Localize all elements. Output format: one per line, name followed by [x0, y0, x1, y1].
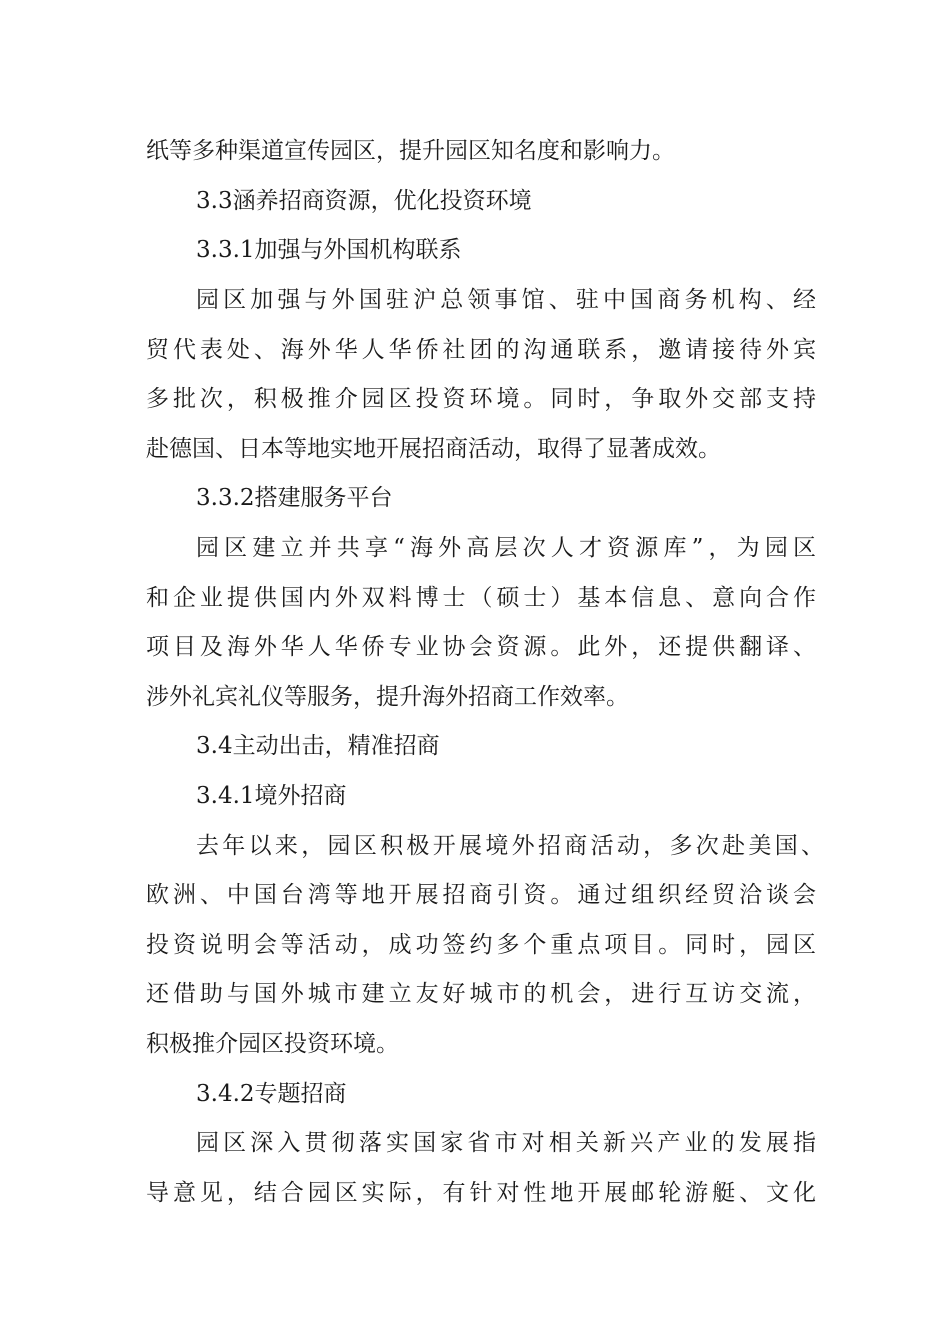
body-text-line: 赴德国、日本等地实地开展招商活动，取得了显著成效。: [146, 436, 721, 462]
subsection-heading: 3.4.1境外招商: [196, 783, 347, 809]
section-heading: 3.3涵养招商资源，优化投资环境: [196, 188, 532, 214]
body-text-line: 纸等多种渠道宣传园区，提升园区知名度和影响力。: [146, 138, 675, 164]
body-text-line: 和企业提供国内外双料博士（硕士）基本信息、意向合作: [146, 585, 816, 611]
body-text-line: 园区建立并共享“海外高层次人才资源库”，为园区: [196, 535, 816, 561]
body-text-line: 去年以来，园区积极开展境外招商活动，多次赴美国、: [196, 833, 824, 859]
subsection-heading: 3.3.1加强与外国机构联系: [196, 237, 462, 263]
subsection-heading: 3.3.2搭建服务平台: [196, 485, 393, 511]
body-text-line: 导意见，结合园区实际，有针对性地开展邮轮游艇、文化: [146, 1180, 816, 1206]
section-heading: 3.4主动出击，精准招商: [196, 733, 440, 759]
body-text-line: 投资说明会等活动，成功签约多个重点项目。同时，园区: [146, 932, 816, 958]
body-text-line: 多批次，积极推介园区投资环境。同时，争取外交部支持: [146, 386, 816, 412]
body-text-line: 还借助与国外城市建立友好城市的机会，进行互访交流，: [146, 981, 816, 1007]
body-text-line: 园区加强与外国驻沪总领事馆、驻中国商务机构、经: [196, 287, 816, 313]
body-text-line: 积极推介园区投资环境。: [146, 1031, 399, 1057]
body-text-line: 园区深入贯彻落实国家省市对相关新兴产业的发展指: [196, 1130, 816, 1156]
body-text-line: 贸代表处、海外华人华侨社团的沟通联系，邀请接待外宾: [146, 337, 816, 363]
body-text-line: 项目及海外华人华侨专业协会资源。此外，还提供翻译、: [146, 634, 816, 660]
body-text-line: 涉外礼宾礼仪等服务，提升海外招商工作效率。: [146, 684, 629, 710]
body-text-line: 欧洲、中国台湾等地开展招商引资。通过组织经贸洽谈会: [146, 882, 816, 908]
subsection-heading: 3.4.2专题招商: [196, 1081, 347, 1107]
